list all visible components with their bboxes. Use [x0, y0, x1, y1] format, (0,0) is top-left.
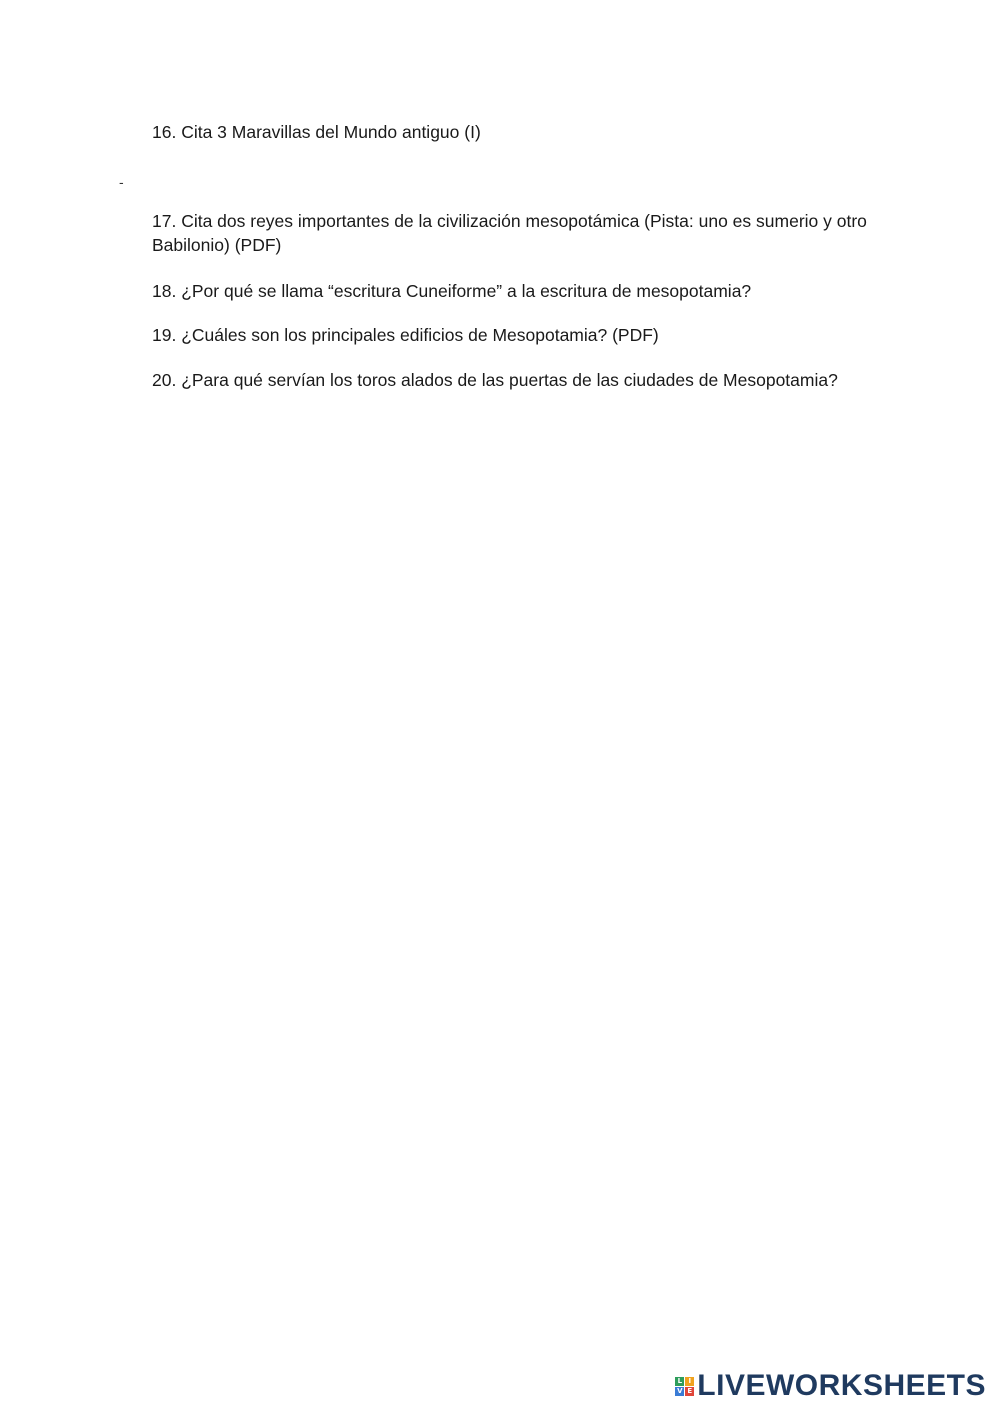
logo-wordmark: LIVEWORKSHEETS — [697, 1369, 986, 1402]
question-18: 18. ¿Por qué se llama “escritura Cuneiforme” a la escritura de mesopotamia? — [152, 281, 752, 301]
logo-mark-letter: E — [685, 1387, 694, 1396]
liveworksheets-logo — [675, 1371, 986, 1401]
logo-mark-icon — [675, 1377, 694, 1396]
question-17: 17. Cita dos reyes importantes de la civilización mesopotámica (Pista: uno es sumerio y otro Babilonio) (PDF) — [152, 211, 867, 255]
question-20: 20. ¿Para qué servían los toros alados de las puertas de las ciudades de Mesopotamia? — [152, 370, 838, 390]
logo-mark-letter: I — [685, 1377, 694, 1386]
logo-mark-letter: V — [677, 1386, 683, 1395]
question-19: 19. ¿Cuáles son los principales edificios de Mesopotamia? (PDF) — [152, 325, 659, 345]
answer-marker: - — [119, 174, 124, 190]
question-16: 16. Cita 3 Maravillas del Mundo antiguo (I) — [152, 122, 481, 142]
logo-mark-letter: L — [675, 1377, 684, 1386]
